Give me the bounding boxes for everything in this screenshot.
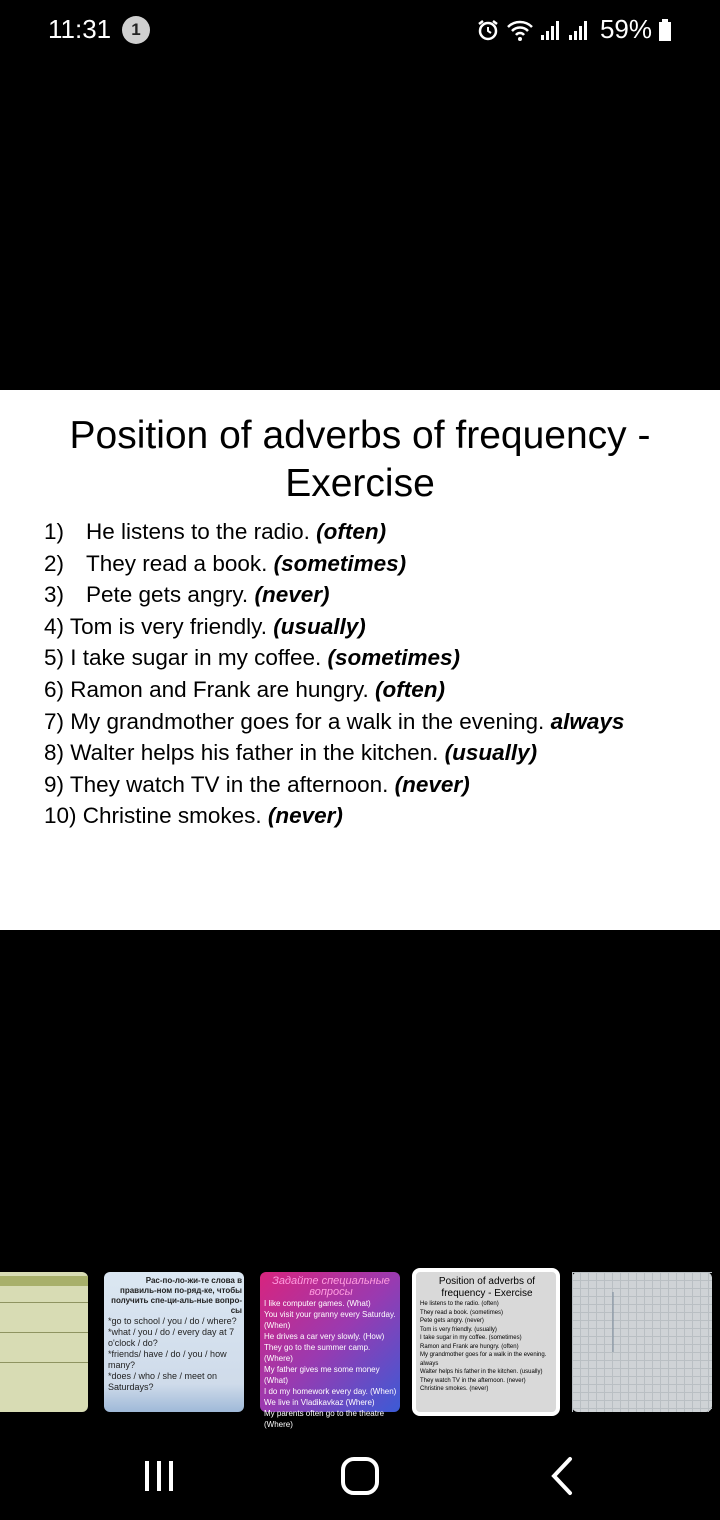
- list-item: 7) My grandmother goes for a walk in the evening. always: [44, 708, 625, 734]
- signal-icon-1: [540, 19, 562, 41]
- recent-apps-icon: [141, 1458, 177, 1494]
- battery-percent: 59%: [599, 14, 652, 44]
- slide-title-line-2: Exercise: [285, 462, 435, 505]
- list-item: 10) Christine smokes. (never): [44, 803, 343, 829]
- signal-icon-2: [568, 19, 590, 41]
- slide-image[interactable]: [0, 390, 720, 930]
- list-item: 3) Pete gets angry. (never): [44, 582, 330, 608]
- battery-icon: [658, 18, 672, 42]
- status-bar: [0, 0, 720, 60]
- slide-title-line-1: Position of adverbs of frequency -: [69, 414, 651, 457]
- wifi-icon: [506, 18, 534, 42]
- list-item: 9) They watch TV in the afternoon. (never): [44, 771, 470, 797]
- thumbnail-1[interactable]: [0, 1272, 88, 1412]
- thumbnail-3[interactable]: Задайте специальные вопросы I like computer games. (What) You visit your granny every Saturday. (When) He drives a car very slowly. (How) They go to the summer camp. (Where) My father gives me some money (What) I do my homework every day. (When) We live in Vladikavkaz (Where) My parents often go to the theatre (Where): [260, 1272, 400, 1412]
- list-item: 5) I take sugar in my coffee. (sometimes): [44, 645, 461, 671]
- list-item: 8) Walter helps his father in the kitchen. (usually): [44, 740, 538, 766]
- alarm-icon: [476, 18, 500, 42]
- status-time: 11:31: [48, 14, 112, 44]
- navigation-bar: [0, 1440, 720, 1510]
- home-icon: [340, 1456, 380, 1496]
- status-icons: [476, 14, 672, 45]
- home-button[interactable]: [330, 1452, 390, 1500]
- back-button[interactable]: [532, 1452, 592, 1500]
- slide-title: [0, 412, 720, 508]
- list-item: 4) Tom is very friendly. (usually): [44, 613, 366, 639]
- list-item: 1) He listens to the radio. (often): [44, 519, 387, 544]
- notification-badge: 1: [122, 16, 150, 44]
- list-item: 6) Ramon and Frank are hungry. (often): [44, 676, 446, 702]
- thumbnail-header-band: [0, 1276, 88, 1286]
- exercise-list: [44, 516, 714, 832]
- thumbnail-4-selected[interactable]: Position of adverbs of frequency - Exercise He listens to the radio. (often) They read a book. (sometimes) Pete gets angry. (never) Tom is very friendly. (usually) I take sugar in my coffee. (sometimes) Ramon and Frank are hungry. (often) My grandmother goes for a walk in the evening. always Walter helps his father in the kitchen. (usually) They watch TV in the afternoon. (never) Christine smokes. (never): [412, 1268, 560, 1416]
- list-item: 2) They read a book. (sometimes): [44, 550, 407, 576]
- thumbnail-5[interactable]: [572, 1272, 712, 1412]
- thumbnail-2[interactable]: Рас-по-ло-жи-те слова в правиль-ном по-ряд-ке, чтобы получить спе-ци-аль-ные вопро-сы *go to school / you / do / where? *what / you / do / every day at 7 o'clock / do? *friends/ have / do / you / how many? *does / who / she / meet on Saturdays?: [104, 1272, 244, 1412]
- thumbnail-strip: [0, 1268, 720, 1429]
- recent-apps-button[interactable]: [129, 1452, 189, 1500]
- back-icon: [544, 1456, 580, 1496]
